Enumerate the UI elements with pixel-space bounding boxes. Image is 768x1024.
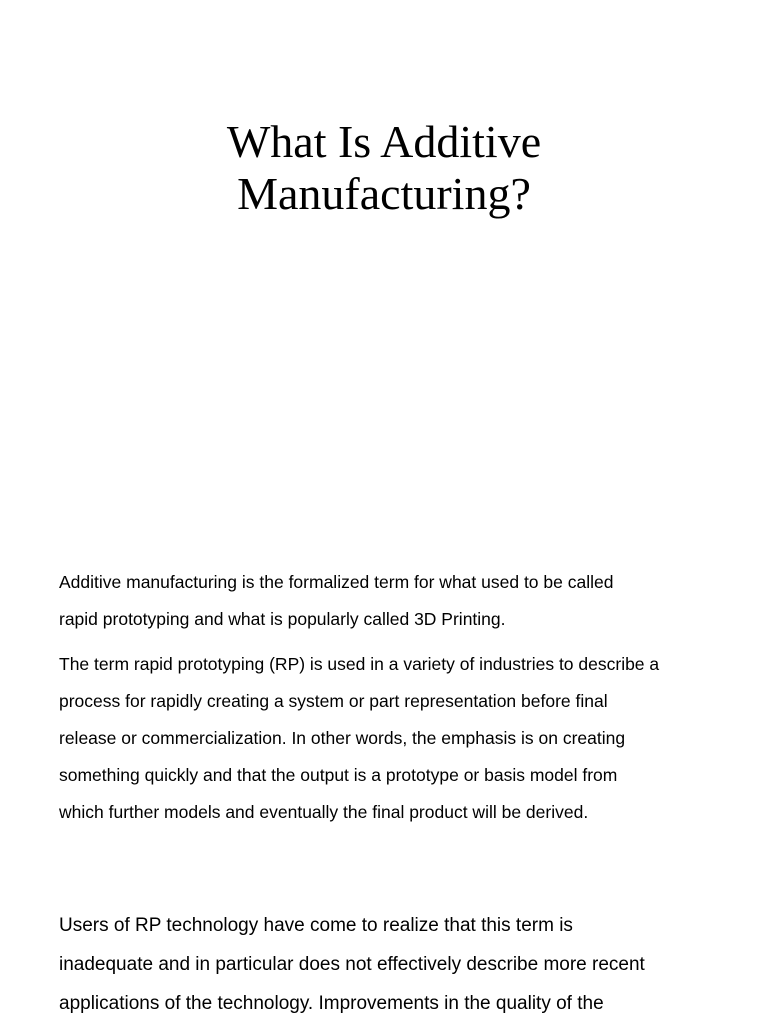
page-title: [0, 116, 768, 220]
paragraph-intro: [59, 564, 719, 638]
text-line: release or commercialization. In other words, the emphasis is on creating: [59, 728, 626, 748]
text-line: rapid prototyping and what is popularly called 3D Printing.: [59, 609, 506, 629]
text-line: process for rapidly creating a system or part representation before final: [59, 691, 608, 711]
text-line: something quickly and that the output is a prototype or basis model from: [59, 765, 618, 785]
text-line: Users of RP technology have come to realize that this term is: [59, 915, 573, 936]
text-line: applications of the technology. Improvements in the quality of the: [59, 993, 604, 1014]
paragraph-rapid-prototyping: [59, 646, 719, 831]
title-line-2: Manufacturing?: [237, 168, 531, 219]
text-line: Additive manufacturing is the formalized term for what used to be called: [59, 572, 614, 592]
paragraph-rp-users: [59, 906, 719, 1023]
text-line: which further models and eventually the final product will be derived.: [59, 802, 589, 822]
text-line: inadequate and in particular does not effectively describe more recent: [59, 954, 645, 975]
title-line-1: What Is Additive: [226, 116, 542, 167]
text-line: The term rapid prototyping (RP) is used in a variety of industries to describe a: [59, 654, 660, 674]
